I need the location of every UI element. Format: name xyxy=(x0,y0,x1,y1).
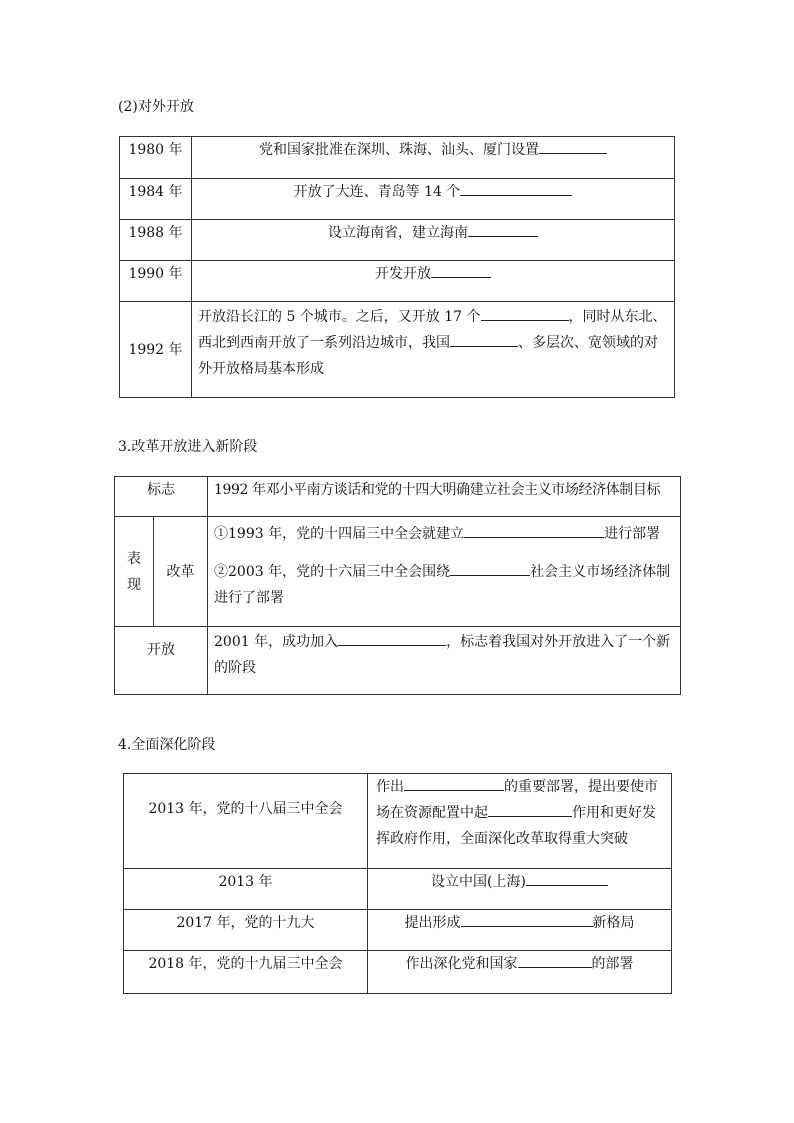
event-text: 开发开放 xyxy=(375,266,431,282)
gaige-text: 进行部署 xyxy=(604,526,661,542)
kaifang-cell xyxy=(208,627,681,695)
table-row xyxy=(120,179,675,220)
event-name-cell: 2017 年，党的十九大 xyxy=(124,910,368,951)
fill-blank[interactable] xyxy=(450,332,518,347)
event-text: 开放沿长江的 5 个城市。之后，又开放 17 个 xyxy=(198,309,481,325)
fill-blank[interactable] xyxy=(404,776,504,791)
table-row xyxy=(124,910,672,951)
deepening-table xyxy=(123,773,672,994)
event-cell xyxy=(192,137,675,179)
table-row xyxy=(124,869,672,910)
fill-blank[interactable] xyxy=(539,139,607,154)
table-row xyxy=(120,220,675,261)
event-detail-cell xyxy=(368,869,672,910)
year-cell: 1992 年 xyxy=(120,302,192,398)
event-text: 党和国家批准在深圳、珠海、汕头、厦门设置 xyxy=(259,142,539,158)
gaige-cell xyxy=(208,517,681,627)
event-text: ，同时从东北、西北到西南开放了一系列沿边城市，我国 xyxy=(198,309,667,351)
gaige-text: 社会主义市场经济体制进行了部署 xyxy=(214,564,671,606)
fill-blank[interactable] xyxy=(464,523,604,538)
opening-table xyxy=(119,136,675,398)
biaozhi-text: 1992 年邓小平南方谈话和党的十四大明确建立社会主义市场经济体制目标 xyxy=(208,477,681,517)
fill-blank[interactable] xyxy=(518,953,592,968)
table-row xyxy=(120,261,675,302)
gaige-text: ①1993 年，党的十四届三中全会就建立 xyxy=(214,526,465,542)
reform-table xyxy=(114,476,681,695)
table-row xyxy=(120,302,675,398)
table-row xyxy=(115,517,681,627)
fill-blank[interactable] xyxy=(431,263,491,278)
fill-blank[interactable] xyxy=(526,871,608,886)
detail-text: 作出深化党和国家 xyxy=(405,956,518,972)
section3-heading: 3.改革开放进入新阶段 xyxy=(118,439,258,455)
event-cell xyxy=(192,220,675,261)
gaige-label: 改革 xyxy=(154,517,208,627)
event-text: 、多层次、宽领域的对外开放格局基本形成 xyxy=(198,335,658,377)
event-name-cell: 2018 年，党的十九届三中全会 xyxy=(124,951,368,994)
detail-text: 作用和更好发挥政府作用，全面深化改革取得重大突破 xyxy=(376,805,656,847)
fill-blank[interactable] xyxy=(450,561,530,576)
detail-text: 的部署 xyxy=(591,956,634,972)
detail-text: 设立中国(上海) xyxy=(431,874,526,890)
fill-blank[interactable] xyxy=(468,222,538,237)
kaifang-text: 2001 年，成功加入 xyxy=(214,634,339,650)
table-row xyxy=(120,137,675,179)
event-name-cell: 2013 年 xyxy=(124,869,368,910)
event-detail-cell xyxy=(368,910,672,951)
fill-blank[interactable] xyxy=(481,306,569,321)
table-row xyxy=(115,477,681,517)
event-detail-cell xyxy=(368,951,672,994)
biaozhi-label: 标志 xyxy=(115,477,208,517)
year-cell: 1990 年 xyxy=(120,261,192,302)
event-detail-cell xyxy=(368,774,672,869)
detail-text: 作出 xyxy=(376,779,404,795)
year-cell: 1984 年 xyxy=(120,179,192,220)
year-cell: 1988 年 xyxy=(120,220,192,261)
table-row xyxy=(124,774,672,869)
fill-blank[interactable] xyxy=(488,802,572,817)
detail-text: 的重要部署，提出要使市场在资源配置中起 xyxy=(376,779,658,821)
event-cell xyxy=(192,261,675,302)
event-text: 开放了大连、青岛等 14 个 xyxy=(293,184,461,200)
event-cell xyxy=(192,302,675,398)
gaige-text: ②2003 年，党的十六届三中全会围绕 xyxy=(214,564,451,580)
biaoxian-char: 现 xyxy=(127,576,141,593)
event-name-cell: 2013 年，党的十八届三中全会 xyxy=(124,774,368,869)
kaifang-text: ，标志着我国对外开放进入了一个新的阶段 xyxy=(214,634,671,676)
gaige-item-1 xyxy=(214,521,674,547)
biaoxian-char: 表 xyxy=(127,550,141,567)
event-text: 设立海南省，建立海南 xyxy=(328,225,468,241)
event-cell xyxy=(192,179,675,220)
section2-heading: (2)对外开放 xyxy=(118,99,194,115)
year-cell: 1980 年 xyxy=(120,137,192,179)
kaifang-label: 开放 xyxy=(115,627,208,695)
fill-blank[interactable] xyxy=(338,631,446,646)
fill-blank[interactable] xyxy=(460,181,572,196)
table-row xyxy=(124,951,672,994)
detail-text: 提出形成 xyxy=(404,915,461,931)
detail-text: 新格局 xyxy=(592,915,635,931)
table-row xyxy=(115,627,681,695)
gaige-item-2 xyxy=(214,559,674,611)
section4-heading: 4.全面深化阶段 xyxy=(118,737,216,753)
fill-blank[interactable] xyxy=(461,912,593,927)
biaoxian-label xyxy=(115,517,154,627)
